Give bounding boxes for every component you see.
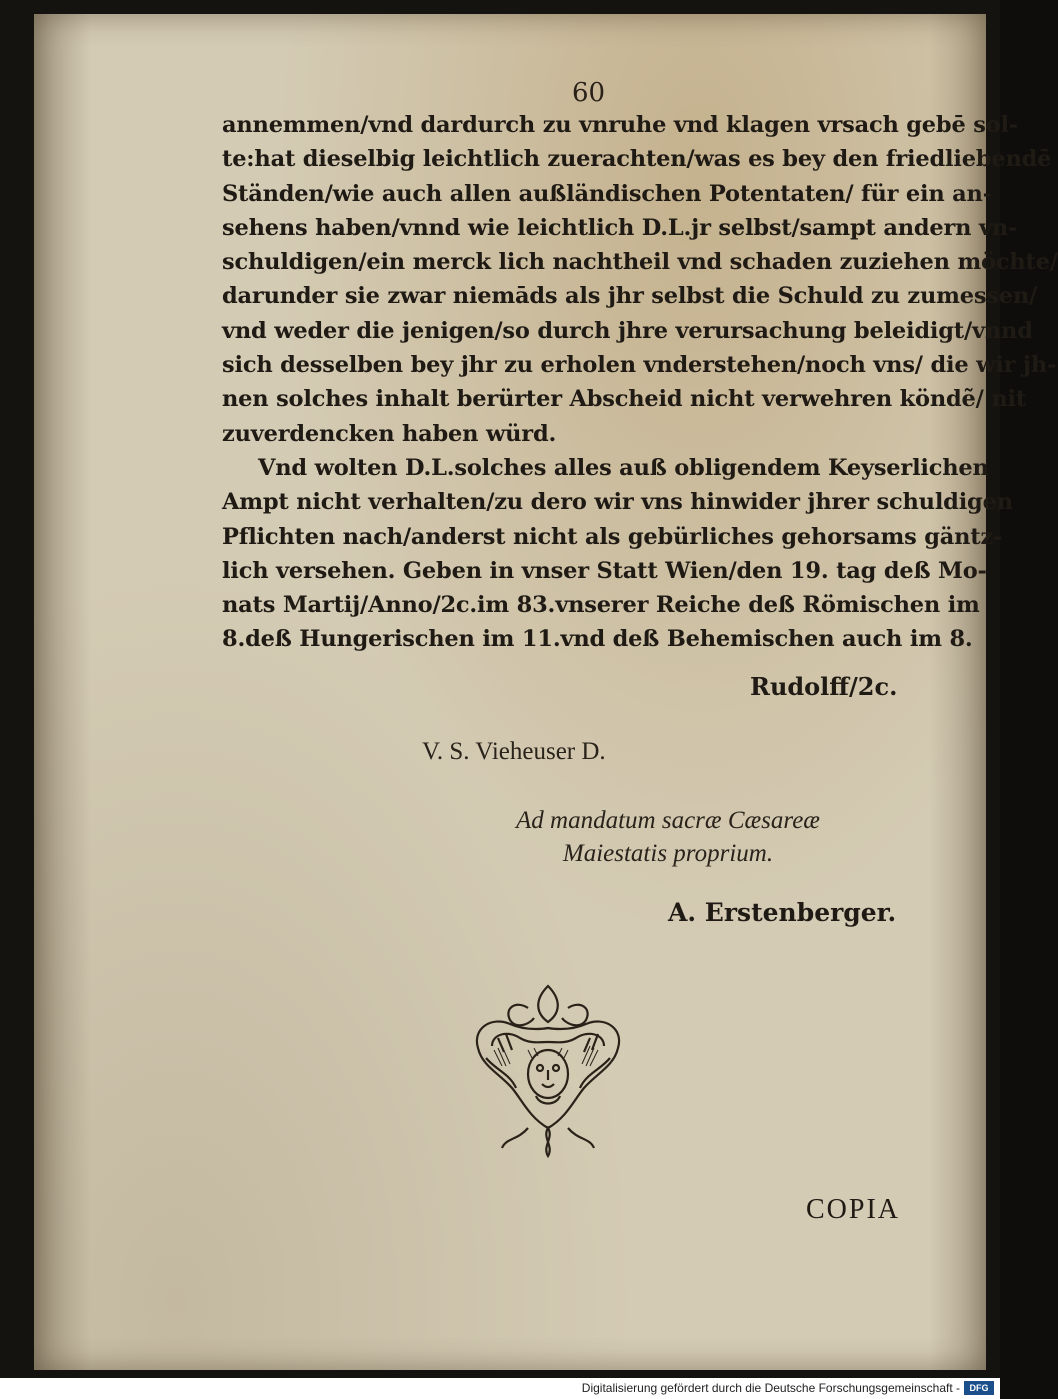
text-line: Vnd wolten D.L.solches alles auß obligendem Keyserlichen [258,454,989,481]
latin-line: Maiestatis proprium. [562,840,774,867]
latin-mandate [488,804,848,870]
page-number: 60 [572,78,606,108]
woodcut-ornament-icon [458,978,638,1164]
text-line: te:hat dieselbig leichtlich zuerachten/was es bey den friedliebendē [222,146,1052,173]
text-line: nats Martij/Anno/2c.im 83.vnserer Reiche deß Römischen im [222,592,980,619]
text-line: vnd weder die jenigen/so durch jhre verursachung beleidigt/vnnd [222,317,1033,344]
text-line: zuverdencken haben würd. [222,420,557,447]
text-line: darunder sie zwar niemāds als jhr selbst die Schuld zu zumessen/ [222,283,1038,310]
latin-line: Ad mandatum sacræ Cæsareæ [516,807,820,834]
dfg-logo-icon: DFG [964,1381,994,1395]
signature-vs: V. S. Vieheuser D. [422,738,606,765]
text-line: 8.deß Hungerischen im 11.vnd deß Behemischen auch im 8. [222,626,973,653]
body-text [222,108,1058,657]
text-line: Ständen/wie auch allen außländischen Potentaten/ für ein an- [222,180,992,207]
text-line: Ampt nicht verhalten/zu dero wir vns hinwider jhrer schuldigen [222,489,1013,516]
text-line: Pflichten nach/anderst nicht als gebürliches gehorsams gäntz- [222,523,1003,550]
text-line: annemmen/vnd dardurch zu vnruhe vnd klagen vrsach gebē sol- [222,112,1018,138]
signature-erstenberger: A. Erstenberger. [668,898,897,927]
footer-bar [0,1378,1000,1399]
text-line: nen solches inhalt berürter Abscheid nicht verwehren köndẽ/ nit [222,386,1027,413]
signature-rudolff: Rudolff/2c. [750,672,898,701]
text-line: schuldigen/ein merck lich nachtheil vnd schaden zuziehen möchte/ [222,249,1058,276]
catchword: COPIA [806,1194,901,1225]
text-line: sehens haben/vnnd wie leichtlich D.L.jr selbst/sampt andern vn- [222,214,1018,241]
footer-credit: Digitalisierung gefördert durch die Deutsche Forschungsgemeinschaft - [581,1381,960,1395]
text-line: lich versehen. Geben in vnser Statt Wien/den 19. tag deß Mo- [222,557,987,584]
text-line: sich desselben bey jhr zu erholen vnderstehen/noch vns/ die wir jh- [222,352,1057,379]
